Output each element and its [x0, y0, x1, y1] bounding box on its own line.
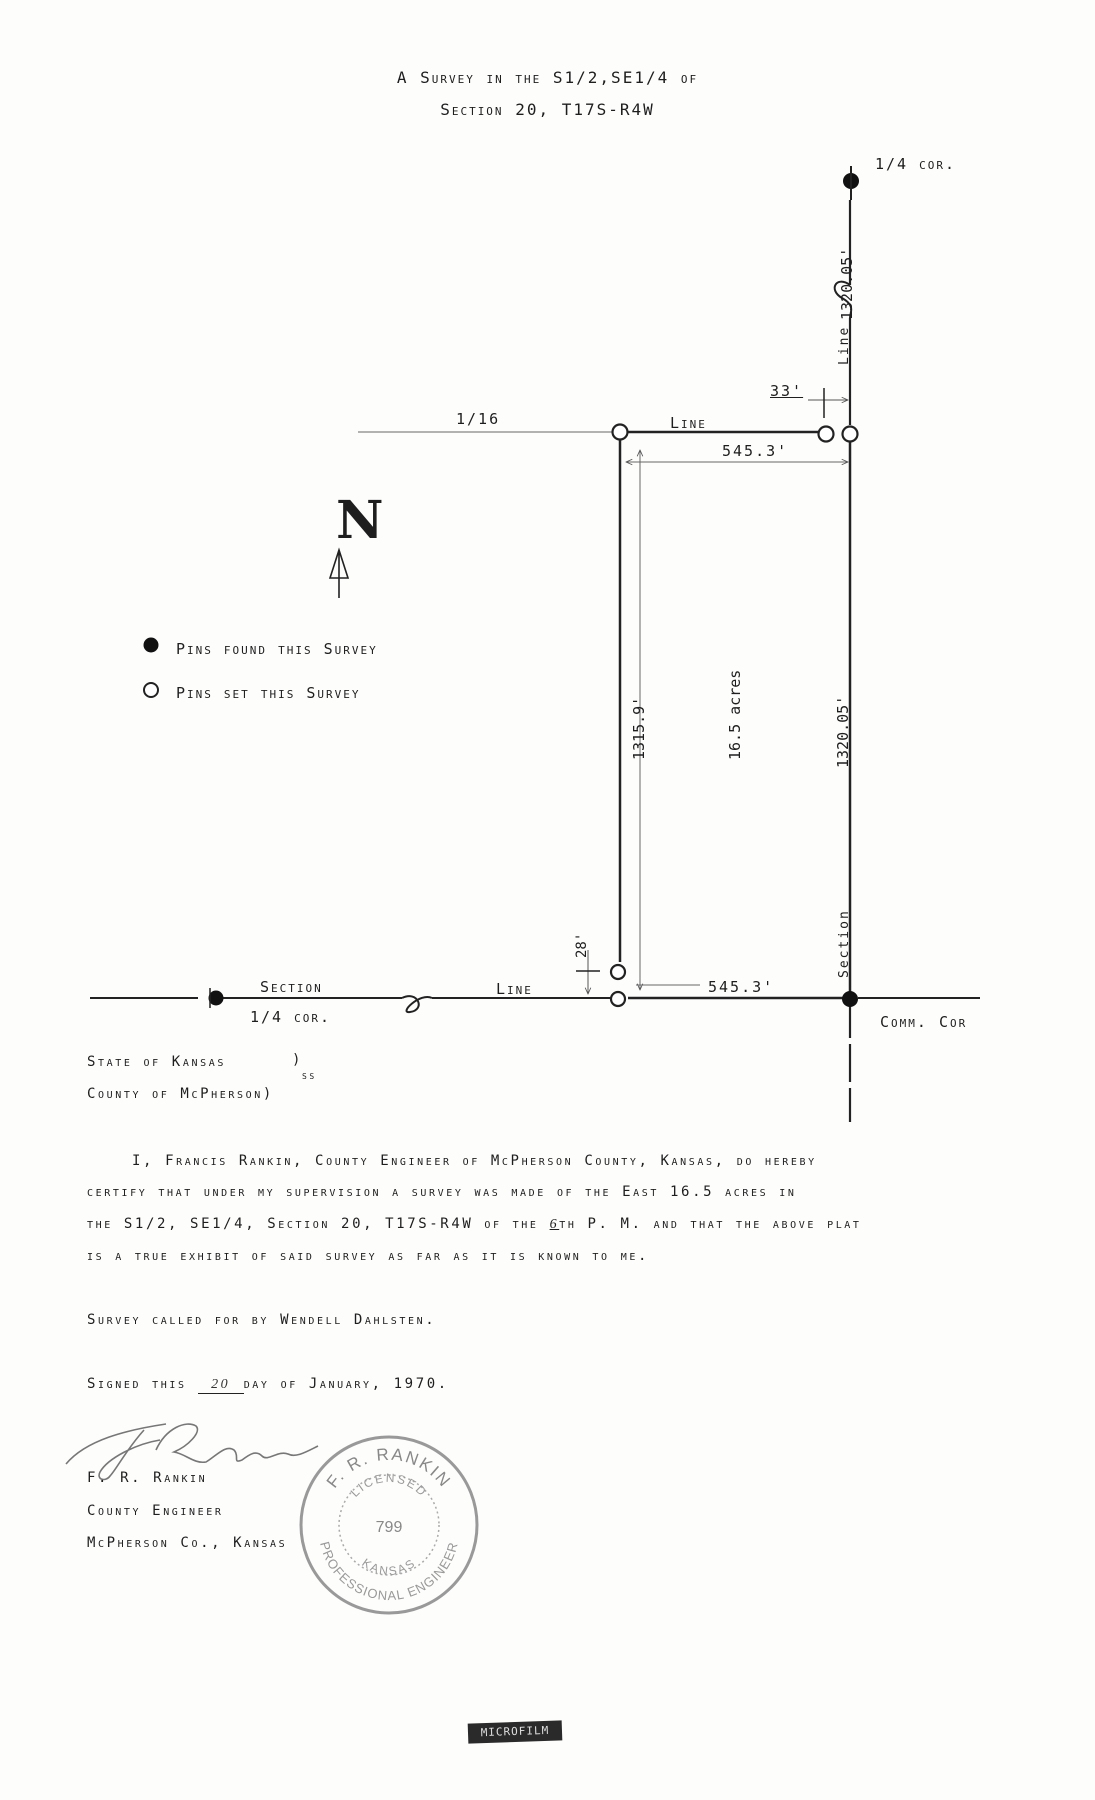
offset-33-label: 33': [770, 382, 804, 400]
legend-set-icon: [144, 683, 158, 697]
pin-set-southwest-upper: [611, 965, 625, 979]
signed-line: [87, 1376, 449, 1394]
svg-text:KANSAS: [359, 1556, 418, 1579]
certificate-line-3: [87, 1216, 862, 1233]
south-width-dim-label: 545.3': [708, 978, 775, 996]
called-for-line: Survey called for by Wendell Dahlsten.: [87, 1312, 437, 1328]
signed-prefix: Signed this: [87, 1376, 187, 1392]
east-dim-label: 1320.05': [834, 695, 852, 768]
north-line-label: Line: [670, 414, 707, 432]
pin-set-northeast: [843, 427, 858, 442]
signer-name: F. R. Rankin: [87, 1470, 208, 1486]
certificate-line-3c: th P. M. and that the above plat: [559, 1216, 862, 1232]
seal-state: KANSAS: [359, 1555, 419, 1579]
legend-found-icon: [144, 638, 159, 653]
venue-paren: ): [292, 1052, 304, 1068]
area-label: 16.5 acres: [726, 669, 744, 760]
signed-day: 20: [198, 1377, 244, 1394]
section-vertical-label: Section: [837, 909, 852, 978]
legend-found-label: Pins found this Survey: [176, 640, 378, 658]
east-upper-dim-label: 1320.05': [838, 247, 856, 320]
comm-corner-label: Comm. Cor: [880, 1013, 968, 1031]
seal-name: F. R. RANKIN: [322, 1444, 456, 1492]
pin-set-southwest: [611, 992, 625, 1006]
offset-28-label: 28': [574, 932, 590, 958]
pin-found-comm-corner: [842, 991, 858, 1007]
microfilm-stamp: MICROFILM: [468, 1720, 563, 1743]
venue-state: State of Kansas: [87, 1054, 226, 1070]
document-title-line-2: Section 20, T17S-R4W: [440, 100, 655, 119]
quarter-corner-label: 1/4 cor.: [250, 1008, 332, 1026]
venue-county: County of McPherson): [87, 1086, 274, 1102]
signed-suffix: day of January, 1970.: [243, 1376, 449, 1392]
south-line-label: Line: [496, 980, 533, 998]
seal-bottom: PROFESSIONAL ENGINEER: [317, 1539, 461, 1604]
signer-county: McPherson Co., Kansas: [87, 1535, 288, 1551]
south-section-label: Section: [260, 978, 323, 996]
certificate-line-3a: the S1/2, SE1/4, Section 20, T17S-R4W of the: [87, 1216, 539, 1232]
engineer-seal: [294, 1430, 484, 1620]
sixteenth-line-label: 1/16: [456, 410, 501, 428]
break-symbol-south: [402, 996, 432, 1012]
seal-inner: LICENSED: [347, 1470, 431, 1500]
signer-role: County Engineer: [87, 1503, 224, 1519]
east-line-upper-label: Line: [837, 325, 852, 365]
north-arrow-letter: N: [336, 490, 384, 551]
west-dim-label: 1315.9': [630, 696, 648, 760]
venue-ss: ss: [302, 1068, 317, 1082]
document-title-line-1: A Survey in the S1/2,SE1/4 of: [396, 68, 699, 87]
legend-set-label: Pins set this Survey: [176, 684, 361, 702]
top-quarter-corner-label: 1/4 cor.: [875, 155, 957, 173]
north-width-dim-label: 545.3': [722, 442, 789, 460]
pin-set-north-33: [819, 427, 834, 442]
certificate-line-1: I, Francis Rankin, County Engineer of McPherson County, Kansas, do hereby: [132, 1153, 817, 1169]
pin-set-northwest: [613, 425, 628, 440]
certificate-line-4: is a true exhibit of said survey as far as it is known to me.: [87, 1248, 649, 1264]
north-arrow-icon: [330, 550, 348, 598]
svg-text:LICENSED: [348, 1471, 430, 1500]
certificate-meridian-number: 6: [549, 1217, 560, 1232]
certificate-line-2: certify that under my supervision a survey was made of the East 16.5 acres in: [87, 1184, 797, 1200]
seal-number: 799: [375, 1519, 403, 1536]
